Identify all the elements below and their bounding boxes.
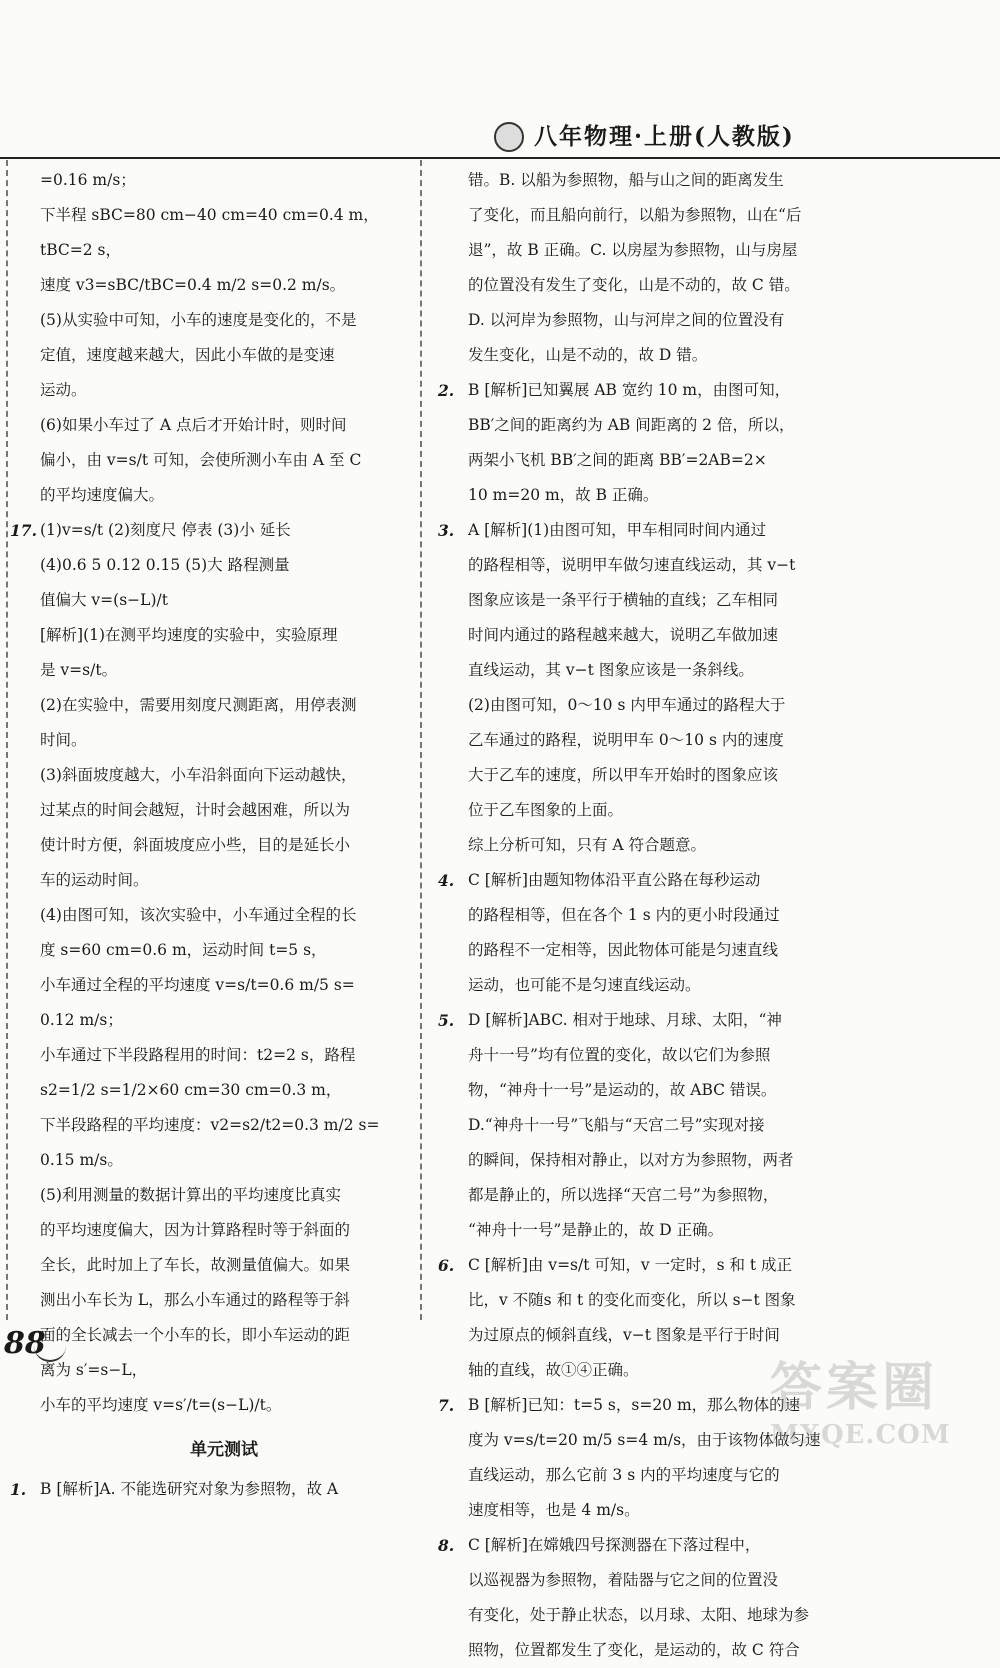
text-line: [468, 618, 833, 653]
line-text: 有变化，处于静止状态，以月球、太阳、地球为参: [468, 1606, 810, 1624]
line-text: 车的运动时间。: [40, 871, 149, 889]
watermark: [770, 1345, 990, 1455]
question-number: 8.: [438, 1536, 455, 1555]
line-text: [解析](1)在测平均速度的实验中，实验原理: [40, 626, 338, 644]
line-text: 综上分析可知，只有 A 符合题意。: [468, 836, 707, 854]
text-line: [40, 408, 408, 443]
text-line: [438, 1248, 833, 1283]
line-text: B [解析]已知：t=5 s，s=20 m，那么物体的速: [468, 1396, 801, 1414]
line-text: 10 m=20 m，故 B 正确。: [468, 486, 659, 504]
line-text: 下半段路程的平均速度：v2=s2/t2=0.3 m/2 s=: [40, 1116, 380, 1134]
text-line: [468, 338, 833, 373]
line-text: BB′之间的距离约为 AB 间距离的 2 倍，所以，: [468, 416, 795, 434]
line-text: A [解析](1)由图可知，甲车相同时间内通过: [468, 521, 767, 539]
question-number: 6.: [438, 1256, 455, 1275]
line-text: 错。B. 以船为参照物，船与山之间的距离发生: [468, 171, 784, 189]
question-number: 1.: [10, 1480, 27, 1499]
text-line: [40, 828, 408, 863]
text-line: [468, 968, 833, 1003]
text-line: [468, 1178, 833, 1213]
line-text: D. 以河岸为参照物，山与河岸之间的位置没有: [468, 311, 785, 329]
line-text: 的平均速度偏大。: [40, 486, 165, 504]
text-line: [468, 268, 833, 303]
line-text: 测出小车长为 L，那么小车通过的路程等于斜: [40, 1291, 350, 1309]
line-text: 直线运动，其 v−t 图象应该是一条斜线。: [468, 661, 754, 679]
line-text: (1)v=s/t (2)刻度尺 停表 (3)小 延长: [40, 521, 291, 539]
text-line: [468, 1108, 833, 1143]
text-line: [468, 933, 833, 968]
line-text: 速度相等，也是 4 m/s。: [468, 1501, 640, 1519]
text-line: [40, 933, 408, 968]
line-text: C [解析]在嫦娥四号探测器在下落过程中，: [468, 1536, 761, 1554]
line-text: 0.15 m/s。: [40, 1151, 123, 1169]
line-text: B [解析]A. 不能选研究对象为参照物，故 A: [40, 1480, 339, 1498]
line-text: 物，“神舟十一号”是运动的，故 ABC 错误。: [468, 1081, 777, 1099]
text-line: [40, 1318, 408, 1353]
text-line: [40, 1143, 408, 1178]
text-line: [438, 373, 833, 408]
line-text: 的平均速度偏大，因为计算路程时等于斜面的: [40, 1221, 351, 1239]
line-text: (5)利用测量的数据计算出的平均速度比真实: [40, 1186, 341, 1204]
text-line: [40, 758, 408, 793]
text-line: [10, 513, 408, 548]
header-title: 八年物理·上册(人教版): [534, 123, 795, 150]
line-text: (3)斜面坡度越大，小车沿斜面向下运动越快，: [40, 766, 357, 784]
line-text: 面的全长减去一个小车的长，即小车运动的距: [40, 1326, 351, 1344]
text-line: [468, 1598, 833, 1633]
text-line: [468, 653, 833, 688]
line-text: tBC=2 s，: [40, 241, 121, 259]
line-text: (6)如果小车过了 A 点后才开始计时，则时间: [40, 416, 347, 434]
text-line: [468, 303, 833, 338]
text-line: [40, 338, 408, 373]
line-text: D [解析]ABC. 相对于地球、月球、太阳，“神: [468, 1011, 782, 1029]
line-text: 度为 v=s/t=20 m/5 s=4 m/s，由于该物体做匀速: [468, 1431, 821, 1449]
line-text: C [解析]由题知物体沿平直公路在每秒运动: [468, 871, 761, 889]
line-text: (5)从实验中可知，小车的速度是变化的，不是: [40, 311, 357, 329]
line-text: 图象应该是一条平行于横轴的直线；乙车相同: [468, 591, 779, 609]
text-line: [468, 198, 833, 233]
book-logo-icon: [494, 122, 524, 152]
text-line: [40, 583, 408, 618]
text-line: [468, 478, 833, 513]
line-text: (4)0.6 5 0.12 0.15 (5)大 路程测量: [40, 556, 290, 574]
text-line: [40, 1038, 408, 1073]
question-number: 3.: [438, 521, 455, 540]
line-text: 以巡视器为参照物，着陆器与它之间的位置没: [468, 1571, 779, 1589]
text-line: [40, 1073, 408, 1108]
question-number: 5.: [438, 1011, 455, 1030]
line-text: 速度 v3=sBC/tBC=0.4 m/2 s=0.2 m/s。: [40, 276, 346, 294]
question-number: 17.: [10, 521, 37, 540]
text-line: [468, 898, 833, 933]
line-text: 的瞬间，保持相对静止，以对方为参照物，两者: [468, 1151, 794, 1169]
text-line: [468, 828, 833, 863]
page-number-ornament: [0, 1320, 70, 1380]
text-line: [468, 1563, 833, 1598]
line-text: 小车的平均速度 v=s′/t=(s−L)/t。: [40, 1396, 282, 1414]
text-line: [468, 1458, 833, 1493]
text-line: [40, 1353, 408, 1388]
text-line: [40, 1388, 408, 1423]
line-text: =0.16 m/s；: [40, 171, 136, 189]
text-line: [438, 1528, 833, 1563]
text-line: [468, 1493, 833, 1528]
line-text: 时间。: [40, 731, 87, 749]
line-text: 运动。: [40, 381, 87, 399]
text-line: [468, 1143, 833, 1178]
text-line: [40, 1178, 408, 1213]
text-line: [40, 478, 408, 513]
text-line: [40, 618, 408, 653]
text-line: [40, 863, 408, 898]
watermark-url: MXQE.COM: [770, 1420, 951, 1450]
line-text: 0.12 m/s；: [40, 1011, 123, 1029]
text-line: [468, 1073, 833, 1108]
column-divider: [420, 160, 430, 1320]
line-text: D.“神舟十一号”飞船与“天宫二号”实现对接: [468, 1116, 765, 1134]
question-number: 4.: [438, 871, 455, 890]
text-line: [40, 1213, 408, 1248]
text-line: [40, 723, 408, 758]
line-text: 的路程不一定相等，因此物体可能是匀速直线: [468, 941, 779, 959]
line-text: 过某点的时间会越短，计时会越困难，所以为: [40, 801, 351, 819]
line-text: 的位置没有发生了变化，山是不动的，故 C 错。: [468, 276, 800, 294]
text-line: [40, 1108, 408, 1143]
line-text: 舟十一号”均有位置的变化，故以它们为参照: [468, 1046, 771, 1064]
line-text: 了变化，而且船向前行，以船为参照物，山在“后: [468, 206, 802, 224]
text-line: [40, 653, 408, 688]
text-line: [40, 373, 408, 408]
watermark-text: 答案圈: [770, 1357, 939, 1418]
text-line: [40, 233, 408, 268]
page-number: 88: [4, 1326, 46, 1361]
line-text: (2)由图可知，0～10 s 内甲车通过的路程大于: [468, 696, 786, 714]
text-line: [40, 548, 408, 583]
line-text: 定值，速度越来越大，因此小车做的是变速: [40, 346, 335, 364]
header-rule: [0, 157, 1000, 159]
text-line: [40, 688, 408, 723]
line-text: 离为 s′=s−L，: [40, 1361, 148, 1379]
text-line: [468, 443, 833, 478]
question-number: 7.: [438, 1396, 455, 1415]
text-line: [468, 548, 833, 583]
line-text: 比，v 不随s 和 t 的变化而变化，所以 s−t 图象: [468, 1291, 796, 1309]
line-text: 发生变化，山是不动的，故 D 错。: [468, 346, 708, 364]
line-text: “神舟十一号”是静止的，故 D 正确。: [468, 1221, 724, 1239]
text-line: [40, 898, 408, 933]
text-line: [40, 443, 408, 478]
line-text: 全长，此时加上了车长，故测量值偏大。如果: [40, 1256, 351, 1274]
line-text: 退”，故 B 正确。C. 以房屋为参照物，山与房屋: [468, 241, 798, 259]
line-text: 照物，位置都发生了变化，是运动的，故 C 符合: [468, 1641, 800, 1659]
running-header: [498, 118, 818, 158]
line-text: (2)在实验中，需要用刻度尺测距离，用停表测: [40, 696, 357, 714]
line-text: 大于乙车的速度，所以甲车开始时的图象应该: [468, 766, 779, 784]
text-line: [40, 303, 408, 338]
question-number: 2.: [438, 381, 455, 400]
text-line: [468, 793, 833, 828]
text-line: [40, 268, 408, 303]
text-line: [10, 1472, 408, 1507]
line-text: 小车通过全程的平均速度 v=s/t=0.6 m/5 s=: [40, 976, 355, 994]
line-text: 的路程相等，说明甲车做匀速直线运动，其 v−t: [468, 556, 796, 574]
text-line: [40, 1003, 408, 1038]
text-line: [468, 1283, 833, 1318]
text-line: [468, 1038, 833, 1073]
text-line: [468, 1213, 833, 1248]
line-text: 轴的直线，故①④正确。: [468, 1361, 639, 1379]
line-text: 时间内通过的路程越来越大，说明乙车做加速: [468, 626, 779, 644]
line-text: 直线运动，那么它前 3 s 内的平均速度与它的: [468, 1466, 780, 1484]
text-line: [468, 408, 833, 443]
text-line: [468, 583, 833, 618]
text-line: [438, 863, 833, 898]
left-border-decoration: [6, 160, 16, 1320]
line-text: 使计时方便，斜面坡度应小些，目的是延长小: [40, 836, 351, 854]
text-line: [468, 1633, 833, 1668]
line-text: 位于乙车图象的上面。: [468, 801, 624, 819]
line-text: 运动，也可能不是匀速直线运动。: [468, 976, 701, 994]
line-text: B [解析]已知翼展 AB 宽约 10 m，由图可知，: [468, 381, 791, 399]
line-text: 偏小，由 v=s/t 可知，会使所测小车由 A 至 C: [40, 451, 362, 469]
text-line: [468, 758, 833, 793]
line-text: 都是静止的，所以选择“天宫二号”为参照物，: [468, 1186, 779, 1204]
text-line: [468, 723, 833, 758]
text-line: [468, 233, 833, 268]
line-text: 是 v=s/t。: [40, 661, 118, 679]
text-line: [438, 1003, 833, 1038]
text-line: [40, 163, 408, 198]
text-line: [468, 163, 833, 198]
line-text: 小车通过下半段路程用的时间：t2=2 s，路程: [40, 1046, 356, 1064]
text-line: [40, 968, 408, 1003]
line-text: C [解析]由 v=s/t 可知，v 一定时，s 和 t 成正: [468, 1256, 793, 1274]
line-text: (4)由图可知，该次实验中，小车通过全程的长: [40, 906, 357, 924]
text-line: [40, 1248, 408, 1283]
line-text: 的路程相等，但在各个 1 s 内的更小时段通过: [468, 906, 780, 924]
line-text: 下半程 sBC=80 cm−40 cm=40 cm=0.4 m，: [40, 206, 379, 224]
text-line: [468, 688, 833, 723]
text-line: [40, 198, 408, 233]
line-text: 两架小飞机 BB′之间的距离 BB′=2AB=2×: [468, 451, 767, 469]
line-text: s2=1/2 s=1/2×60 cm=30 cm=0.3 m，: [40, 1081, 342, 1099]
line-text: 值偏大 v=(s−L)/t: [40, 591, 168, 609]
line-text: 乙车通过的路程，说明甲车 0～10 s 内的速度: [468, 731, 784, 749]
line-text: 为过原点的倾斜直线，v−t 图象是平行于时间: [468, 1326, 780, 1344]
text-line: [40, 1283, 408, 1318]
section-title: 单元测试: [190, 1440, 258, 1460]
text-line: [40, 793, 408, 828]
line-text: 度 s=60 cm=0.6 m，运动时间 t=5 s，: [40, 941, 327, 959]
text-line: [438, 513, 833, 548]
